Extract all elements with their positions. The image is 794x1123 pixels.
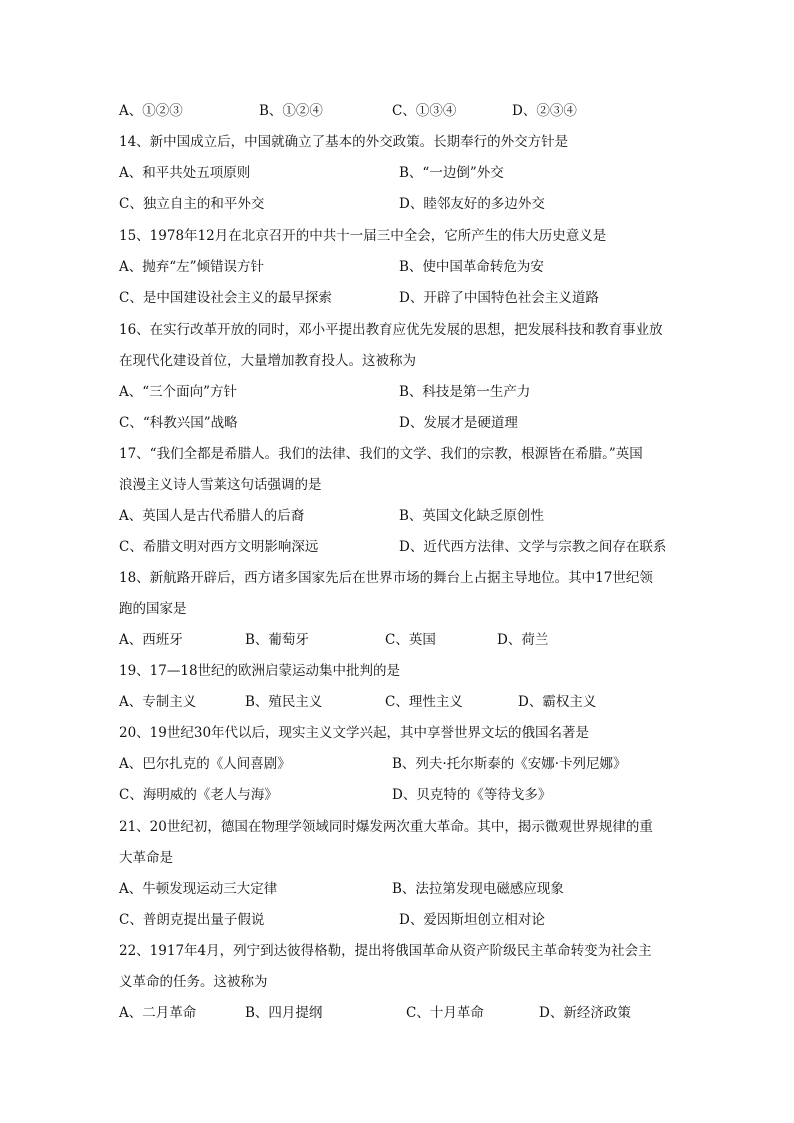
option-d: D、爱因斯坦创立相对论 [399,912,545,928]
option-d: D、开辟了中国特色社会主义道路 [399,290,599,306]
option-b: B、四月提纲 [245,1005,323,1021]
option-b: B、使中国革命转危为安 [399,259,544,275]
question-stem-line-2: 义革命的任务。这被称为 [119,974,268,990]
question-stem-line-2: 在现代化建设首位，大量增加教育投人。这被称为 [119,353,416,369]
question-stem-line-2: 大革命是 [119,850,173,866]
option-a: A、牛顿发现运动三大定律 [119,881,278,897]
q13-options [119,96,679,127]
question-20 [119,718,679,811]
question-21 [119,812,679,936]
question-stem-line-1: 16、在实行改革开放的同时，邓小平提出教育应优先发展的思想，把发展科技和教育事业放 [119,322,663,338]
question-15 [119,221,679,314]
question-22 [119,936,679,1029]
question-stem: 19、17—18世纪的欧洲启蒙运动集中批判的是 [119,663,401,679]
option-d: D、贝克特的《等待戈多》 [392,787,552,803]
question-18 [119,563,679,656]
option-c: C、独立自主的和平外交 [119,196,265,212]
option-c: C、是中国建设社会主义的最早探索 [119,290,332,306]
question-stem: 15、1978年12月在北京召开的中共十一届三中全会，它所产生的伟大历史意义是 [119,228,607,244]
option-c: C、海明威的《老人与海》 [119,787,278,803]
option-c: C、十月革命 [406,1005,484,1021]
question-19 [119,656,679,718]
option-b: B、列夫·托尔斯泰的《安娜·卡列尼娜》 [392,756,627,772]
option-a: A、英国人是古代希腊人的后裔 [119,508,305,524]
question-stem: 20、19世纪30年代以后，现实主义文学兴起，其中享誉世界文坛的俄国名著是 [119,725,590,741]
option-b: B、葡萄牙 [245,632,309,648]
question-stem-line-2: 跑的国家是 [119,601,187,617]
option-b: B、“一边倒”外交 [399,165,504,181]
question-16 [119,315,679,439]
option-b: B、①②④ [259,103,323,119]
question-stem-line-1: 22、1917年4月，列宁到达彼得格勒，提出将俄国革命从资产阶级民主革命转变为社会主 [119,943,652,959]
option-b: B、殖民主义 [245,694,323,710]
question-17 [119,439,679,563]
option-a: A、“三个面向”方针 [119,384,238,400]
option-d: D、新经济政策 [539,1005,631,1021]
option-c: C、希腊文明对西方文明影响深远 [119,539,319,555]
option-d: D、②③④ [512,103,577,119]
option-c: C、“科教兴国”战略 [119,415,238,431]
question-stem-line-1: 17、“我们全都是希腊人。我们的法律、我们的文学、我们的宗教，根源皆在希腊。”英国 [119,446,643,462]
question-stem-line-1: 18、新航路开辟后，西方诸多国家先后在世界市场的舞台上占据主导地位。其中17世纪领 [119,570,653,586]
option-b: B、科技是第一生产力 [399,384,531,400]
option-a: A、抛弃“左”倾错误方针 [119,259,265,275]
option-a: A、二月革命 [119,1005,197,1021]
option-d: D、睦邻友好的多边外交 [399,196,545,212]
question-14 [119,127,679,220]
option-c: C、英国 [385,632,436,648]
option-a: A、巴尔扎克的《人间喜剧》 [119,756,291,772]
option-a: A、和平共处五项原则 [119,165,251,181]
option-d: D、近代西方法律、文学与宗教之间存在联系 [399,539,667,555]
option-row [119,96,679,127]
option-b: B、英国文化缺乏原创性 [399,508,544,524]
option-a: A、专制主义 [119,694,197,710]
option-a: A、①②③ [119,103,183,119]
question-stem: 14、新中国成立后，中国就确立了基本的外交政策。长期奉行的外交方针是 [119,134,569,150]
option-d: D、发展才是硬道理 [399,415,518,431]
question-stem-line-1: 21、20世纪初，德国在物理学领域同时爆发两次重大革命。其中，揭示微观世界规律的重 [119,819,653,835]
question-stem-line-2: 浪漫主义诗人雪莱这句话强调的是 [119,477,322,493]
option-c: C、①③④ [392,103,457,119]
option-d: D、霸权主义 [518,694,597,710]
option-c: C、普朗克提出量子假说 [119,912,265,928]
option-c: C、理性主义 [385,694,463,710]
option-b: B、法拉第发现电磁感应现象 [392,881,564,897]
option-a: A、西班牙 [119,632,183,648]
option-d: D、荷兰 [497,632,549,648]
